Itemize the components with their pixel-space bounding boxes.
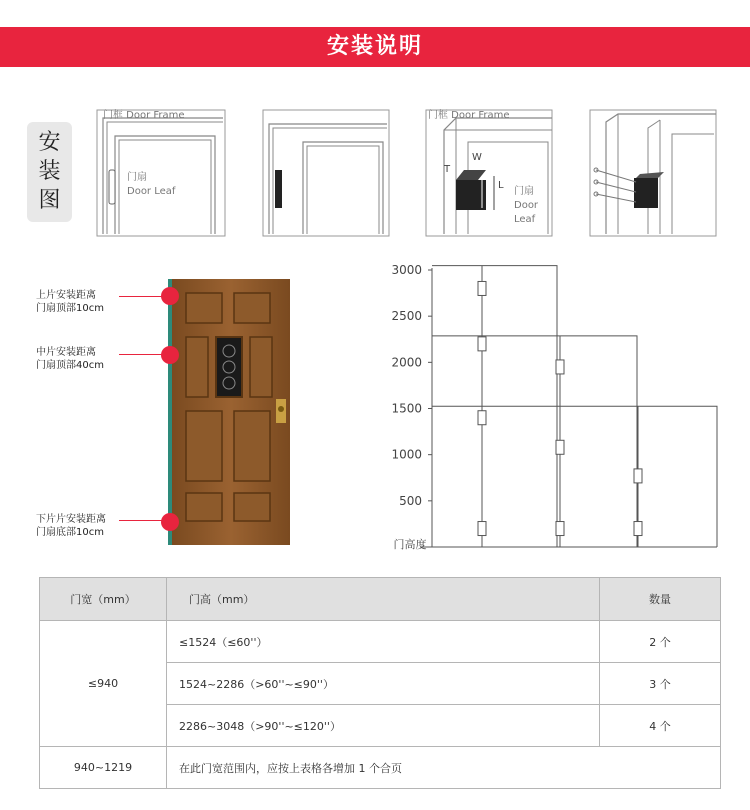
cell-width: 940~1219 <box>40 747 167 789</box>
hinge-placement-chart <box>365 258 725 558</box>
y-tick-label: 2500 <box>391 309 422 324</box>
y-tick-label: 3000 <box>391 263 422 277</box>
hinge-mark <box>478 337 486 351</box>
middle-hinge-marker <box>161 346 179 364</box>
callout-line1: 上片安装距离 <box>36 290 96 301</box>
top-hinge-marker <box>161 287 179 305</box>
cell-width-group: ≤940 <box>40 621 167 747</box>
door-leaf-label-en-2: Leaf <box>514 214 536 225</box>
col-header-qty: 数量 <box>600 578 721 621</box>
t-label: T <box>444 164 451 175</box>
door-image <box>168 279 290 545</box>
callout-line1: 中片安装距离 <box>36 347 96 358</box>
callout-connector <box>119 520 165 521</box>
cell-qty: 2 个 <box>600 621 721 663</box>
col-header-height: 门高（mm） <box>167 578 600 621</box>
install-diagram-1 <box>95 108 227 238</box>
table-row <box>40 747 721 789</box>
col-header-width: 门宽（mm） <box>40 578 167 621</box>
section-label <box>27 122 72 222</box>
section-label-char: 图 <box>38 188 61 213</box>
y-tick-label: 1000 <box>391 447 422 462</box>
y-tick-label: 500 <box>399 493 422 508</box>
w-label: W <box>472 152 482 163</box>
door-leaf-label-cn: 门扇 <box>514 186 534 197</box>
l-label: L <box>498 180 504 191</box>
door-leaf-label-en-1: Door <box>514 200 539 211</box>
y-tick-label: 2000 <box>391 355 422 370</box>
hinge-mark <box>634 469 642 483</box>
cell-height: 2286~3048（>90''~≤120''） <box>167 705 600 747</box>
callout-line1: 下片片安装距离 <box>36 514 106 525</box>
callout-line2: 门扇顶部10cm <box>36 303 104 314</box>
bottom-hinge-callout <box>36 513 106 539</box>
page-title-banner <box>0 27 750 67</box>
cell-note: 在此门宽范围内，应按上表格各增加 1 个合页 <box>167 747 721 789</box>
hinge-mark <box>556 440 564 454</box>
callout-connector <box>119 354 165 355</box>
hinge-mark <box>556 522 564 536</box>
hinge-mark <box>478 522 486 536</box>
callout-connector <box>119 296 165 297</box>
section-label-char: 安 <box>38 130 61 155</box>
callout-line2: 门扇顶部40cm <box>36 360 104 371</box>
cell-height: 1524~2286（>60''~≤90''） <box>167 663 600 705</box>
hinge-mark <box>478 281 486 295</box>
hinge-mark <box>556 360 564 374</box>
page-title: 安装说明 <box>326 34 423 59</box>
install-diagram-3 <box>424 108 554 238</box>
hinge-mark <box>478 411 486 425</box>
door-outline <box>432 406 717 547</box>
middle-hinge-callout <box>36 346 104 372</box>
install-diagram-2 <box>261 108 391 238</box>
section-label-char: 装 <box>38 159 61 184</box>
hinge-mark <box>634 522 642 536</box>
door-leaf-label-cn: 门扇 <box>127 172 147 183</box>
install-diagram-4 <box>588 108 718 238</box>
table-header-row <box>40 578 721 621</box>
door-frame-label: 门框 Door Frame <box>103 110 185 121</box>
table-row <box>40 621 721 663</box>
y-axis-label: 门高度 <box>393 538 427 551</box>
cell-qty: 4 个 <box>600 705 721 747</box>
callout-line2: 门扇底部10cm <box>36 527 104 538</box>
cell-qty: 3 个 <box>600 663 721 705</box>
top-hinge-callout <box>36 289 104 315</box>
door-leaf-label-en: Door Leaf <box>127 186 176 197</box>
cell-height: ≤1524（≤60''） <box>167 621 600 663</box>
frame-label: 门框 Door Frame <box>428 110 510 121</box>
y-tick-label: 1500 <box>391 401 422 416</box>
bottom-hinge-marker <box>161 513 179 531</box>
door-outline <box>432 336 637 547</box>
spec-table <box>39 577 721 789</box>
